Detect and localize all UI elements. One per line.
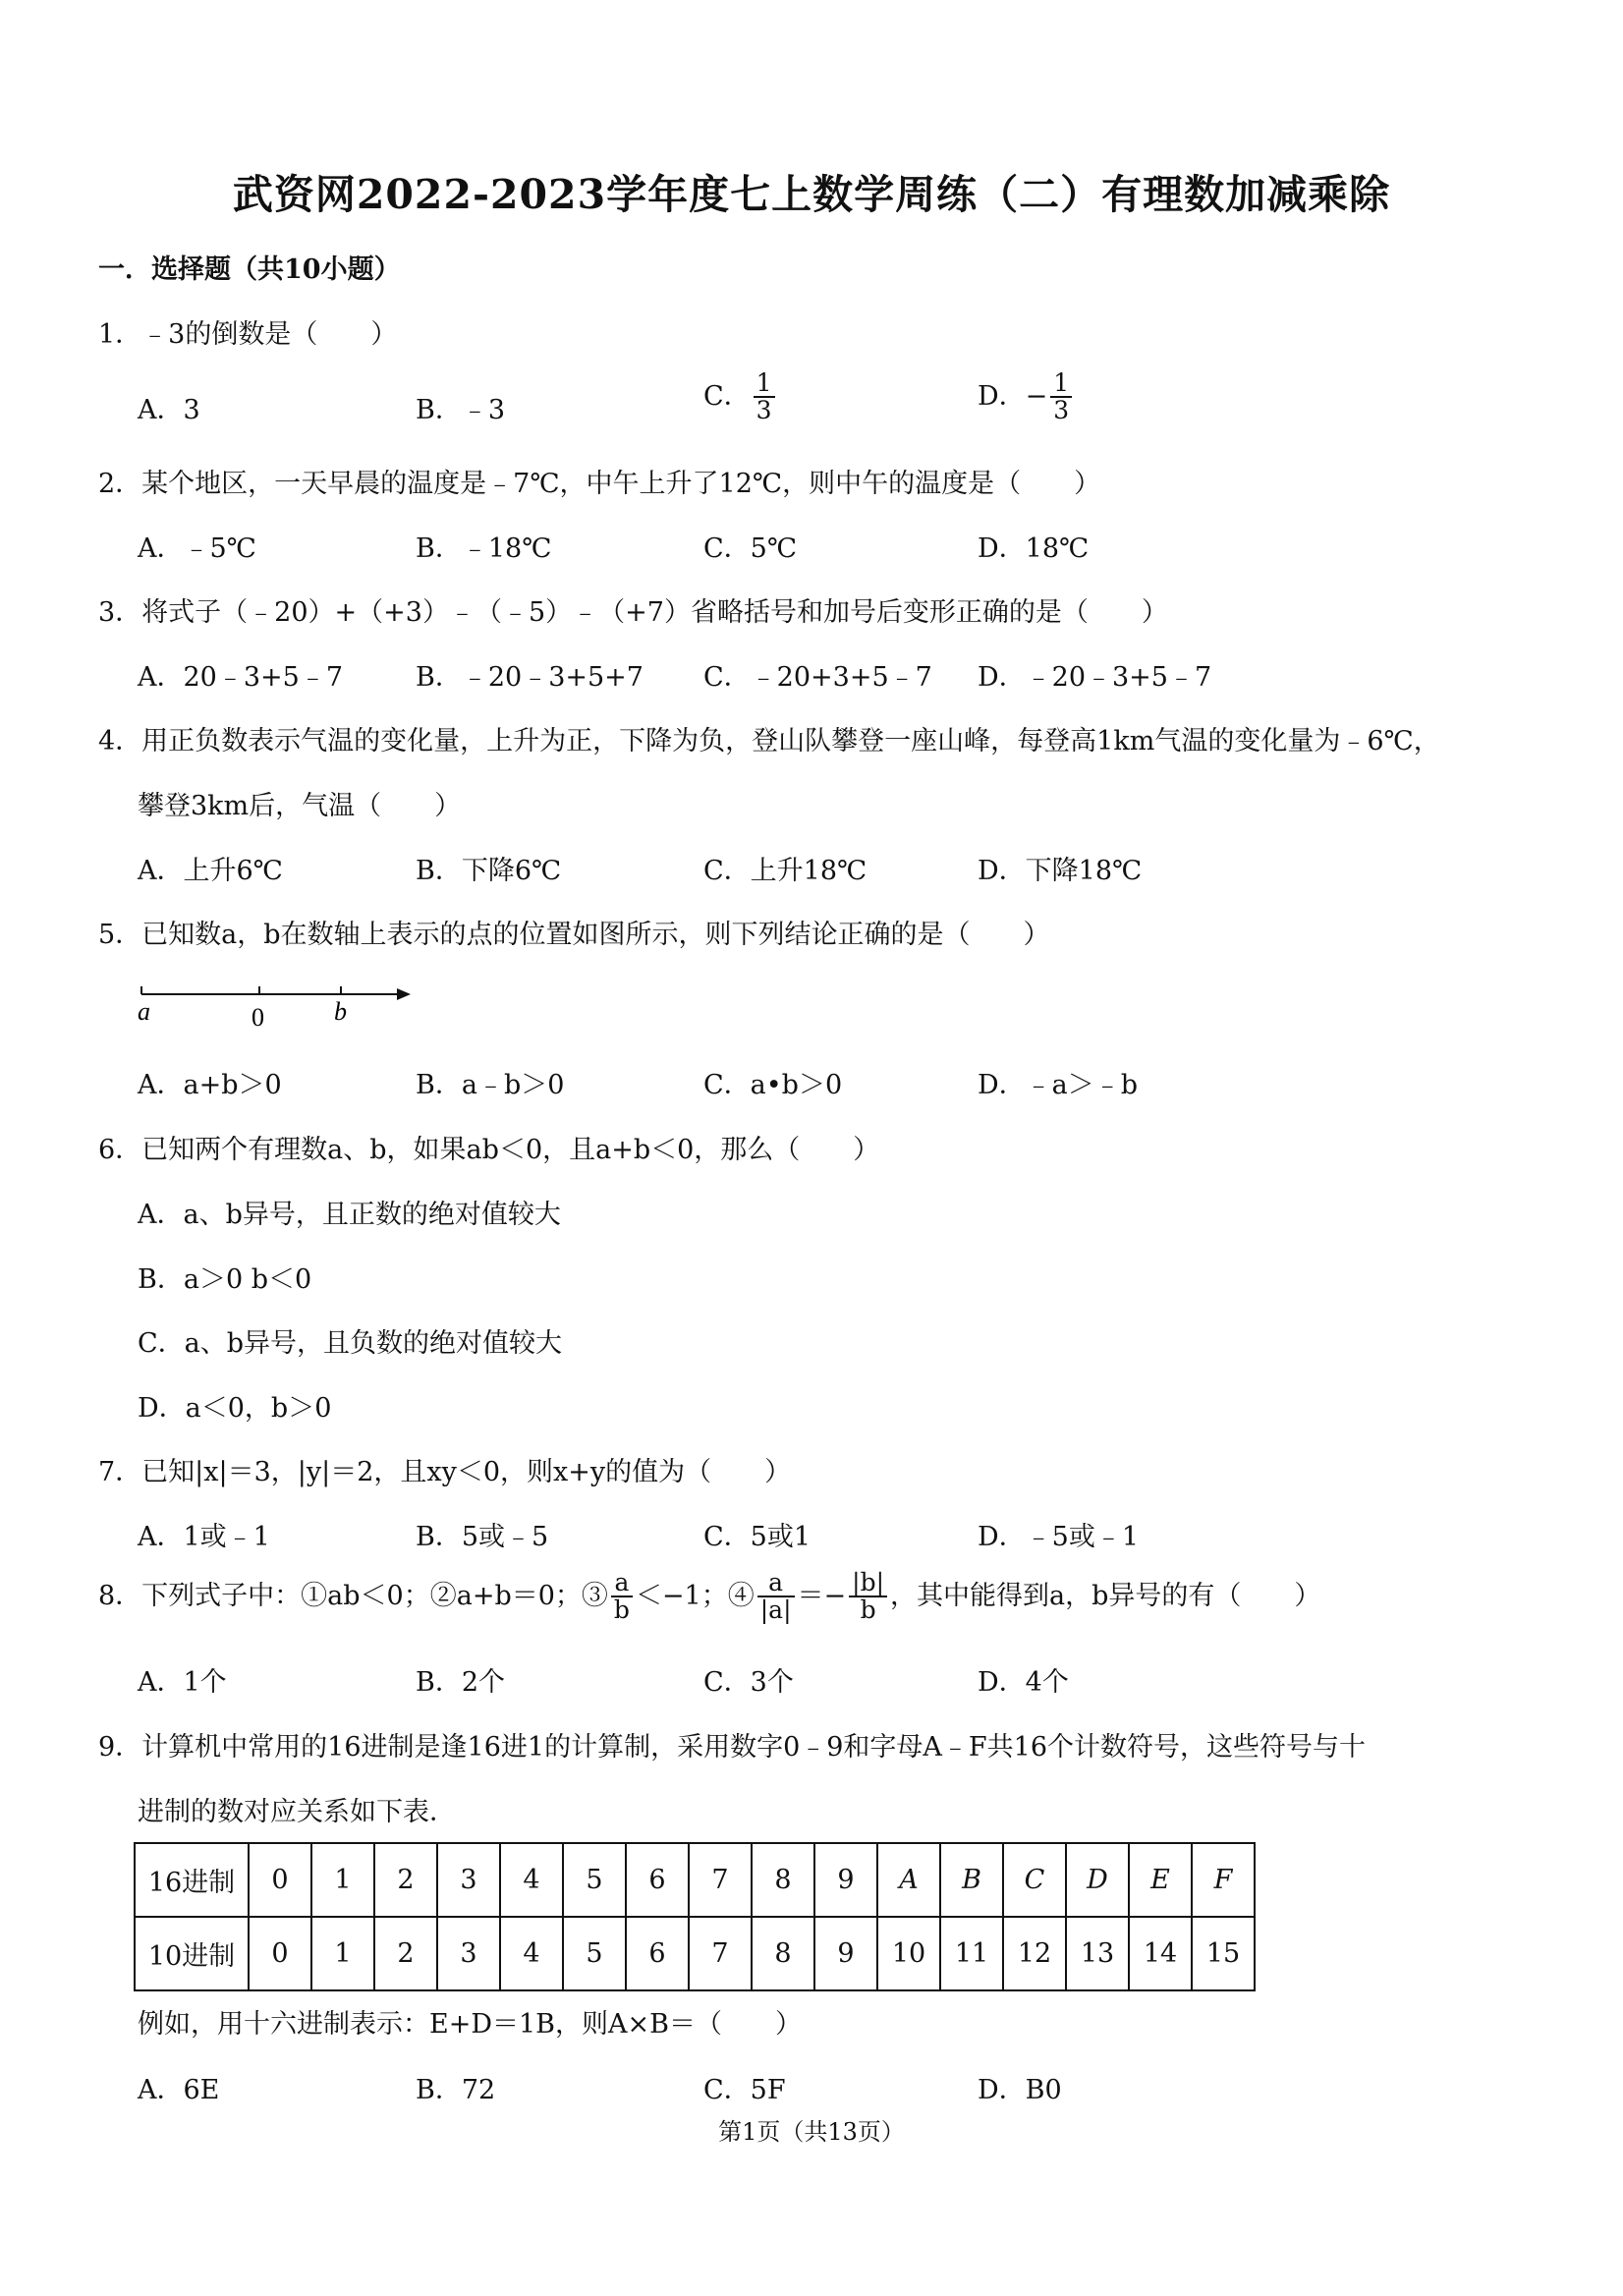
q2-option-c: C．5℃ <box>703 533 798 564</box>
q1-option-d-fraction <box>1050 370 1072 424</box>
q7-option-d: D．﹣5或﹣1 <box>978 1522 1140 1552</box>
table-cell: 14 <box>1129 1917 1192 1990</box>
row-header-decimal: 10进制 <box>135 1917 249 1990</box>
q4-option-c: C．上升18℃ <box>703 856 867 886</box>
q9-option-d: D．B0 <box>978 2075 1062 2105</box>
question-2-stem: 2．某个地区，一天早晨的温度是﹣7℃，中午上升了12℃，则中午的温度是（ ） <box>98 469 1101 499</box>
q1-option-d-prefix: D．− <box>978 380 1048 412</box>
q2-option-b: B．﹣18℃ <box>416 533 552 564</box>
q1-option-a: A．3 <box>138 395 200 425</box>
q4-option-b: B．下降6℃ <box>416 856 562 886</box>
q8-mid-1: ＜−1；④ <box>635 1580 755 1611</box>
table-cell: 6 <box>626 1843 689 1917</box>
table-cell: 8 <box>752 1917 814 1990</box>
q7-option-a: A．1或﹣1 <box>138 1522 270 1552</box>
question-9-stem-line2: 进制的数对应关系如下表． <box>138 1797 456 1827</box>
table-cell: 9 <box>814 1917 877 1990</box>
q8-stem-start: 8．下列式子中：①ab＜0；②a+b＝0；③ <box>98 1580 608 1611</box>
fraction-numerator: |b| <box>849 1570 887 1597</box>
q5-option-d: D．﹣a＞﹣b <box>978 1070 1139 1100</box>
fraction-denominator: 3 <box>1053 396 1070 425</box>
table-cell: 4 <box>500 1843 563 1917</box>
question-9-example: 例如，用十六进制表示：E+D＝1B，则A×B＝（ ） <box>138 2009 802 2040</box>
q3-option-b: B．﹣20﹣3+5+7 <box>416 662 644 693</box>
q4-option-d: D．下降18℃ <box>978 856 1143 886</box>
question-5-stem: 5．已知数a，b在数轴上表示的点的位置如图所示，则下列结论正确的是（ ） <box>98 920 1050 950</box>
table-cell: 15 <box>1192 1917 1255 1990</box>
question-9-stem-line1: 9．计算机中常用的16进制是逢16进1的计算制，采用数字0﹣9和字母A﹣F共16个计数符号，这些符号与十 <box>98 1732 1367 1763</box>
table-cell: D <box>1066 1843 1129 1917</box>
q9-option-a: A．6E <box>138 2075 220 2105</box>
q1-option-c <box>703 370 778 424</box>
fraction-numerator: 1 <box>754 370 775 398</box>
question-9-options <box>138 2068 1513 2111</box>
question-8-stem <box>98 1570 1320 1624</box>
axis-label-b: b <box>334 997 347 1026</box>
q8-option-c: C．3个 <box>703 1667 794 1698</box>
question-2-options <box>138 527 1513 570</box>
question-3-stem: 3．将式子（﹣20）+（+3）﹣（﹣5）﹣（+7）省略括号和加号后变形正确的是（ ） <box>98 597 1168 628</box>
axis-label-zero: 0 <box>252 1003 264 1032</box>
table-cell: 7 <box>689 1917 752 1990</box>
question-4-options <box>138 849 1513 892</box>
q3-option-c: C．﹣20+3+5﹣7 <box>703 662 932 693</box>
section-heading: 一．选择题（共10小题） <box>98 254 401 285</box>
table-cell: E <box>1129 1843 1192 1917</box>
q6-option-d: D．a＜0，b＞0 <box>138 1393 332 1424</box>
q7-option-b: B．5或﹣5 <box>416 1522 549 1552</box>
q8-option-b: B．2个 <box>416 1667 506 1698</box>
table-cell: B <box>940 1843 1003 1917</box>
table-cell: 1 <box>311 1843 374 1917</box>
q8-option-a: A．1个 <box>138 1667 227 1698</box>
q7-option-c: C．5或1 <box>703 1522 812 1552</box>
fraction-numerator: a <box>757 1570 795 1597</box>
q8-fraction-a-over-abs-a <box>757 1570 795 1624</box>
q8-mid-2: ＝− <box>797 1580 847 1611</box>
question-1-options <box>138 368 1513 431</box>
table-cell: 5 <box>563 1917 626 1990</box>
q1-option-c-prefix: C． <box>703 380 751 412</box>
table-cell: F <box>1192 1843 1255 1917</box>
q6-option-c: C．a、b异号，且负数的绝对值较大 <box>138 1328 563 1359</box>
q8-option-d: D．4个 <box>978 1667 1069 1698</box>
row-header-hex: 16进制 <box>135 1843 249 1917</box>
question-6-stem: 6．已知两个有理数a、b，如果ab＜0，且a+b＜0，那么（ ） <box>98 1135 880 1165</box>
question-7-stem: 7．已知|x|＝3，|y|＝2，且xy＜0，则x+y的值为（ ） <box>98 1457 792 1487</box>
table-cell: C <box>1003 1843 1066 1917</box>
axis-label-a: a <box>138 997 150 1026</box>
table-cell: A <box>877 1843 940 1917</box>
q2-option-a: A．﹣5℃ <box>138 533 256 564</box>
fraction-numerator: a <box>611 1570 633 1597</box>
table-cell: 13 <box>1066 1917 1129 1990</box>
table-row-hex <box>135 1843 1255 1917</box>
q1-option-b: B．﹣3 <box>416 395 506 425</box>
q8-fraction-abs-b-over-b <box>849 1570 887 1624</box>
table-cell: 10 <box>877 1917 940 1990</box>
table-cell: 6 <box>626 1917 689 1990</box>
table-row-decimal <box>135 1917 1255 1990</box>
number-line-figure <box>138 975 432 1040</box>
question-4-stem-line1: 4．用正负数表示气温的变化量，上升为正，下降为负，登山队攀登一座山峰，每登高1km气温的变化量为﹣6℃， <box>98 726 1440 756</box>
hex-decimal-table <box>134 1842 1256 1991</box>
q1-option-c-fraction <box>754 370 775 424</box>
question-5-options <box>138 1063 1513 1106</box>
table-cell: 1 <box>311 1917 374 1990</box>
table-cell: 8 <box>752 1843 814 1917</box>
question-3-options <box>138 655 1513 699</box>
number-line-arrow <box>397 988 411 1000</box>
table-cell: 12 <box>1003 1917 1066 1990</box>
page-title: 武资网2022-2023学年度七上数学周练（二）有理数加减乘除 <box>232 171 1391 218</box>
fraction-denominator: b <box>860 1596 876 1625</box>
q8-fraction-a-over-b <box>611 1570 633 1624</box>
fraction-numerator: 1 <box>1050 370 1072 398</box>
fraction-denominator: b <box>613 1596 630 1625</box>
page-footer: 第1页（共13页） <box>718 2118 905 2146</box>
q5-option-c: C．a•b＞0 <box>703 1070 843 1100</box>
table-cell: 2 <box>374 1917 437 1990</box>
q2-option-d: D．18℃ <box>978 533 1090 564</box>
question-1-stem: 1．﹣3的倒数是（ ） <box>98 319 398 350</box>
number-line-svg <box>138 975 432 1034</box>
q5-option-a: A．a+b＞0 <box>138 1070 282 1100</box>
q6-option-a: A．a、b异号，且正数的绝对值较大 <box>138 1200 561 1230</box>
table-cell: 3 <box>437 1917 500 1990</box>
table-cell: 11 <box>940 1917 1003 1990</box>
q4-option-a: A．上升6℃ <box>138 856 283 886</box>
table-cell: 3 <box>437 1843 500 1917</box>
table-cell: 4 <box>500 1917 563 1990</box>
table-cell: 9 <box>814 1843 877 1917</box>
q9-option-b: B．72 <box>416 2075 496 2105</box>
fraction-denominator: 3 <box>756 396 772 425</box>
table-cell: 7 <box>689 1843 752 1917</box>
q6-option-b: B．a＞0 b＜0 <box>138 1264 312 1295</box>
fraction-denominator: |a| <box>759 1596 792 1625</box>
table-cell: 0 <box>249 1917 311 1990</box>
question-7-options <box>138 1515 1513 1558</box>
table-cell: 5 <box>563 1843 626 1917</box>
q8-stem-end: ，其中能得到a，b异号的有（ ） <box>890 1580 1321 1611</box>
q3-option-a: A．20﹣3+5﹣7 <box>138 662 344 693</box>
q1-option-d <box>978 370 1075 424</box>
table-cell: 2 <box>374 1843 437 1917</box>
q9-option-c: C．5F <box>703 2075 786 2105</box>
question-4-stem-line2: 攀登3km后，气温（ ） <box>138 791 462 821</box>
question-8-options <box>138 1660 1513 1704</box>
q5-option-b: B．a﹣b＞0 <box>416 1070 565 1100</box>
table-cell: 0 <box>249 1843 311 1917</box>
q3-option-d: D．﹣20﹣3+5﹣7 <box>978 662 1212 693</box>
